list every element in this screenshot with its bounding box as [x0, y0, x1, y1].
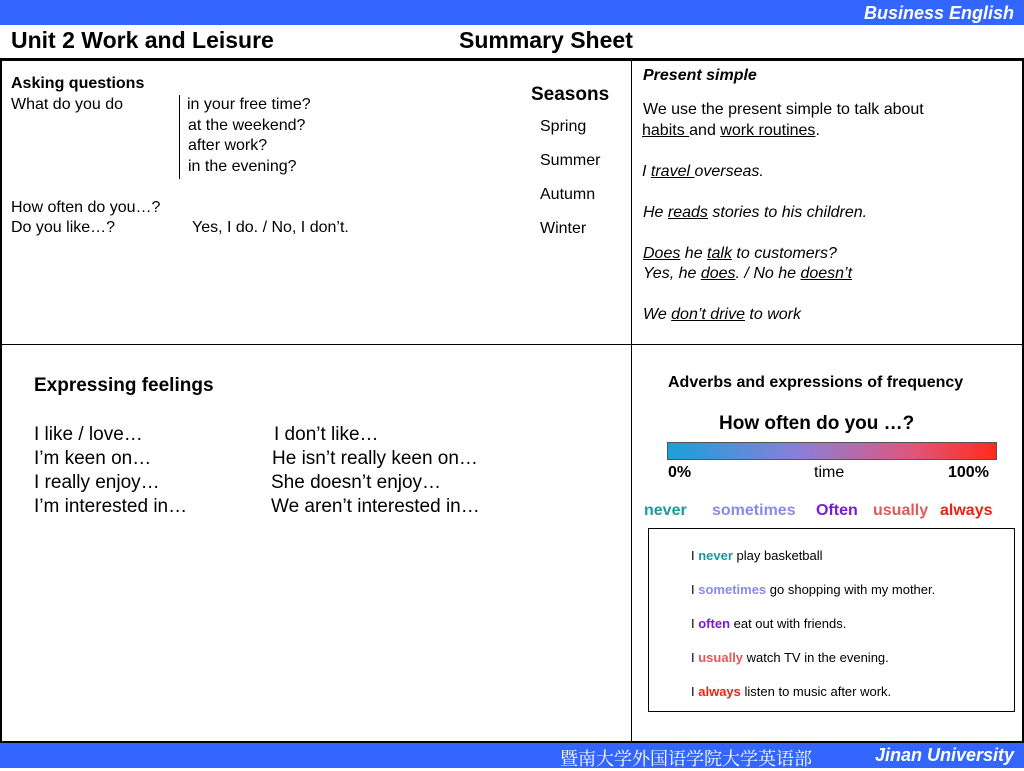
frequency-example — [691, 582, 935, 597]
example-rest: go shopping with my mother. — [766, 582, 936, 597]
question-option: in the evening? — [188, 158, 297, 175]
frequency-example — [691, 684, 891, 699]
do-you-like-question: Do you like…? — [11, 219, 116, 236]
example-rest: eat out with friends. — [730, 616, 847, 631]
example-word: He — [643, 204, 668, 221]
present-simple-heading: Present simple — [643, 67, 757, 84]
season-item: Summer — [540, 152, 601, 169]
department-label: 暨南大学外国语学院大学英语部 — [560, 749, 812, 770]
example-verb: Does — [643, 245, 681, 262]
frequency-question: How often do you …? — [719, 413, 915, 434]
season-item: Winter — [540, 220, 587, 237]
sheet-title: Summary Sheet — [459, 27, 633, 53]
adverb-often: Often — [816, 502, 858, 519]
example-word: . / No he — [735, 265, 801, 282]
asking-questions-heading: Asking questions — [11, 75, 145, 92]
example-verb: reads — [667, 204, 708, 221]
adverb-usually: usually — [873, 502, 929, 519]
present-simple-intro: We use the present simple to talk about — [643, 101, 924, 118]
example-word: to work — [744, 306, 801, 323]
frequency-example — [691, 650, 889, 665]
scale-mid-label: time — [814, 464, 845, 481]
negative-phrase: She doesn’t enjoy… — [271, 472, 442, 493]
text-period: . — [815, 122, 820, 139]
bottom-banner — [0, 743, 1024, 768]
example-verb: doesn’t — [800, 265, 853, 282]
example-word: stories to his children. — [707, 204, 868, 221]
question-option: after work? — [188, 137, 268, 154]
example-subject: I — [691, 616, 699, 631]
divider-middle — [0, 344, 1024, 345]
negative-phrase: I don’t like… — [274, 424, 379, 445]
how-often-question: How often do you…? — [11, 199, 161, 216]
expressing-feelings-heading: Expressing feelings — [34, 375, 214, 396]
example-subject: I — [691, 650, 699, 665]
options-bracket — [179, 95, 180, 179]
example-word: Yes, he — [643, 265, 701, 282]
example-sentence — [643, 245, 837, 263]
example-verb: talk — [707, 245, 732, 262]
example-subject: I — [691, 582, 699, 597]
season-item: Autumn — [540, 186, 596, 203]
title-row — [0, 27, 1024, 58]
positive-phrase: I’m interested in… — [34, 496, 188, 517]
example-subject: I — [691, 548, 699, 563]
season-item: Spring — [540, 118, 587, 135]
text-and: and — [689, 122, 721, 139]
divider-top — [0, 58, 1024, 60]
frequency-example — [691, 616, 846, 631]
question-stem: What do you do — [11, 96, 124, 113]
frequency-example — [691, 548, 823, 563]
example-subject: I — [691, 684, 699, 699]
short-answer: Yes, I do. / No, I don’t. — [192, 219, 349, 236]
example-sentence — [643, 204, 867, 222]
present-simple-intro-line2 — [642, 122, 820, 140]
example-verb: don’t drive — [671, 306, 745, 323]
frequency-heading: Adverbs and expressions of frequency — [668, 374, 964, 391]
example-word: to customers? — [731, 245, 837, 262]
adverb-never: never — [644, 502, 687, 519]
scale-end-label: 100% — [948, 464, 989, 481]
unit-title: Unit 2 Work and Leisure — [11, 27, 274, 53]
example-rest: listen to music after work. — [740, 684, 892, 699]
positive-phrase: I’m keen on… — [34, 448, 152, 469]
adverb-always: always — [940, 502, 993, 519]
negative-phrase: We aren’t interested in… — [271, 496, 480, 517]
example-adverb: never — [698, 548, 733, 563]
example-word: he — [680, 245, 708, 262]
university-label: Jinan University — [874, 745, 1014, 765]
term-work-routines: work routines — [720, 122, 816, 139]
example-adverb: usually — [698, 650, 744, 665]
term-habits: habits — [642, 122, 690, 139]
example-adverb: often — [698, 616, 731, 631]
example-sentence — [643, 306, 801, 324]
example-sentence — [642, 163, 764, 181]
negative-phrase: He isn’t really keen on… — [272, 448, 478, 469]
seasons-heading: Seasons — [531, 84, 610, 105]
question-option: in your free time? — [187, 96, 311, 113]
example-word: We — [643, 306, 672, 323]
example-rest: play basketball — [732, 548, 823, 563]
positive-phrase: I really enjoy… — [34, 472, 160, 493]
top-banner — [0, 0, 1024, 25]
divider-vertical — [631, 59, 632, 743]
example-word: I — [642, 163, 651, 180]
example-verb: does — [700, 265, 736, 282]
adverb-sometimes: sometimes — [712, 502, 796, 519]
example-adverb: always — [698, 684, 741, 699]
frequency-gradient-bar — [667, 442, 997, 460]
example-sentence — [643, 265, 852, 283]
positive-phrase: I like / love… — [34, 424, 143, 445]
brand-label: Business English — [863, 3, 1014, 23]
example-verb: travel — [650, 163, 695, 180]
example-rest: watch TV in the evening. — [743, 650, 889, 665]
scale-start-label: 0% — [668, 464, 692, 481]
example-adverb: sometimes — [698, 582, 767, 597]
example-word: overseas. — [694, 163, 764, 180]
question-option: at the weekend? — [188, 117, 306, 134]
